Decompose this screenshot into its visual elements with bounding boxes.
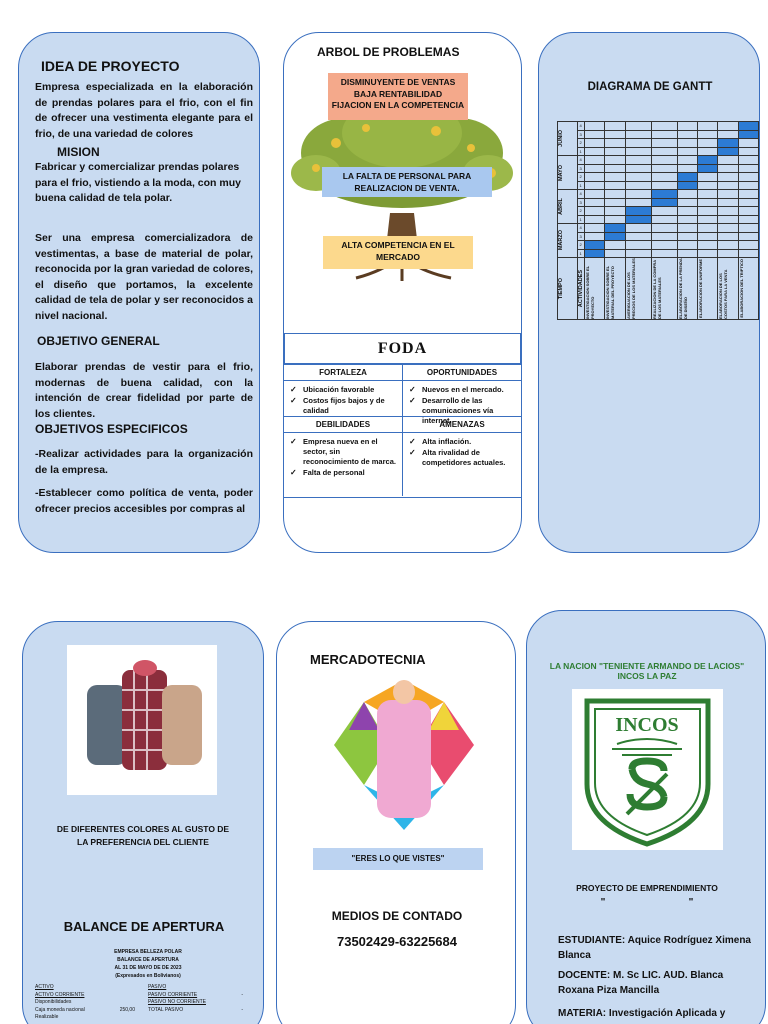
gantt-cell (698, 241, 718, 250)
gantt-activity-label (718, 258, 739, 320)
gantt-cell (625, 130, 651, 139)
gantt-week-tick: 4 (577, 156, 584, 165)
row-label: Disponibilidades (35, 999, 72, 1005)
gantt-cell (739, 147, 759, 156)
gantt-cell (698, 147, 718, 156)
problem-box (322, 167, 492, 197)
gantt-row (558, 249, 759, 258)
idea-title: IDEA DE PROYECTO (41, 58, 180, 74)
gantt-cell (625, 198, 651, 207)
gantt-bar-cell (718, 147, 739, 156)
gantt-cell (739, 215, 759, 224)
gantt-chart (557, 121, 759, 320)
foda-debilidades (284, 416, 402, 496)
balance-row (148, 984, 243, 992)
gantt-cell (677, 164, 697, 173)
gantt-cell (677, 147, 697, 156)
panel-idea-proyecto (18, 32, 260, 553)
gantt-bar-cell (718, 139, 739, 148)
slogan-box (313, 848, 483, 870)
mision-title: MISION (57, 145, 100, 159)
gantt-bar-cell (604, 232, 625, 241)
balance-right-column (148, 984, 243, 1014)
gantt-cell (677, 241, 697, 250)
gantt-week-tick: 4 (577, 224, 584, 233)
objetivo-general-text: Elaborar prendas de vestir para el frio, modernas de buena calidad, con la intención de crear fidelidad por parte de los clientes. (35, 361, 253, 420)
gantt-bar-cell (698, 164, 718, 173)
gantt-cell (718, 173, 739, 182)
gantt-row (558, 164, 759, 173)
gantt-cell (718, 249, 739, 258)
gantt-cell (698, 224, 718, 233)
gantt-activity-label (739, 258, 759, 320)
gantt-bar-cell (625, 207, 651, 216)
balance-row (148, 999, 243, 1007)
balance-left-column (35, 984, 135, 1022)
gantt-cell (677, 122, 697, 131)
image-caption: DE DIFERENTES COLORES AL GUSTO DE LA PREFERENCIA DEL CLIENTE (56, 824, 230, 847)
activity-text: ELABORACION DEL TRIPTICO (739, 259, 745, 318)
gantt-row (558, 224, 759, 233)
gantt-cell (604, 147, 625, 156)
gantt-bar-cell (677, 181, 697, 190)
gantt-cell (677, 207, 697, 216)
balance-row (148, 992, 243, 1000)
slogan-text: "ERES LO QUE VISTES" (351, 854, 445, 863)
gantt-row (558, 215, 759, 224)
gantt-row (558, 122, 759, 131)
effect-3: FIJACION EN LA COMPETENCIA (331, 100, 465, 110)
gantt-cell (651, 156, 677, 165)
gantt-cell (677, 232, 697, 241)
gantt-cell (625, 232, 651, 241)
gantt-cell (584, 181, 604, 190)
debilidades-list (284, 433, 402, 478)
gantt-month-label (558, 122, 578, 156)
gantt-week-tick: 4 (577, 190, 584, 199)
panel-gantt (538, 32, 760, 553)
gantt-cell (584, 232, 604, 241)
gantt-cell (718, 130, 739, 139)
gantt-cell (604, 139, 625, 148)
gantt-cell (698, 198, 718, 207)
gantt-cell (698, 215, 718, 224)
gantt-cell (625, 224, 651, 233)
gantt-week-tick: 1 (577, 249, 584, 258)
gantt-cell (584, 122, 604, 131)
gantt-cell (698, 181, 718, 190)
student-name: ESTUDIANTE: Aquice Rodríguez Ximena Blanca (558, 935, 751, 961)
gantt-cell (739, 241, 759, 250)
gantt-row (558, 147, 759, 156)
gantt-week-tick: 3 (577, 198, 584, 207)
gantt-label-row (558, 258, 759, 320)
gantt-cell (739, 249, 759, 258)
subject-name: MATERIA: Investigación Aplicada y (558, 1008, 726, 1019)
project-label: PROYECTO DE EMPRENDIMIENTO (576, 883, 718, 893)
gantt-cell (698, 249, 718, 258)
gantt-cell (677, 215, 697, 224)
gantt-week-tick: 1 (577, 147, 584, 156)
objetivo-especifico-2: -Establecer como política de venta, poder ofrecer precios accesibles por compras al (35, 487, 253, 515)
gantt-cell (739, 198, 759, 207)
gantt-bar-cell (604, 224, 625, 233)
gantt-cell (677, 249, 697, 258)
sheet-date: AL 31 DE MAYO DE DE 2023 (114, 965, 182, 971)
gantt-activity-label (584, 258, 604, 320)
activity-text: INVESTIGACION SOBRE EL MATERIAL DEL PROYECTO (604, 265, 615, 319)
row-label: PASIVO NO CORRIENTE (148, 999, 206, 1005)
activity-text: AVERIGUACION DE LOS PRECIOS DE LOS MATERIALES (625, 258, 636, 319)
gantt-activity-label (698, 258, 718, 320)
gantt-cell (584, 173, 604, 182)
gantt-cell (604, 164, 625, 173)
gantt-activity-label (677, 258, 697, 320)
gantt-week-tick: 1 (577, 215, 584, 224)
objetivo-general-title: OBJETIVO GENERAL (37, 334, 160, 348)
gantt-cell (677, 198, 697, 207)
gantt-cell (718, 198, 739, 207)
gantt-bar-cell (677, 173, 697, 182)
gantt-cell (651, 207, 677, 216)
gantt-cell (584, 164, 604, 173)
gantt-cell (584, 147, 604, 156)
gantt-bar-cell (584, 249, 604, 258)
panel-portada (526, 610, 766, 1024)
balance-row (35, 984, 135, 992)
month-text: JUNIO (558, 130, 564, 147)
gantt-week-tick: 2 (577, 139, 584, 148)
gantt-cell (625, 173, 651, 182)
gantt-week-tick: 2 (577, 241, 584, 250)
gantt-row (558, 156, 759, 165)
panel-balance (22, 621, 264, 1024)
row-label: ACTIVO (35, 984, 54, 990)
project-quote-marks: " " (600, 897, 694, 908)
gantt-cell (718, 224, 739, 233)
vision-text: Ser una empresa comercializadora de vestimentas, a base de material de polar, reconocida por la gran variedad de colores, el diseño que portamos, la excelente calidad de tela de polar y ser reconocidos a nivel nacional. (35, 232, 253, 322)
gantt-cell (604, 190, 625, 199)
gantt-cell (584, 130, 604, 139)
row-label: ACTIVO CORRIENTE (35, 991, 85, 998)
gantt-cell (698, 207, 718, 216)
gantt-cell (625, 139, 651, 148)
cause-box (323, 236, 473, 269)
gantt-grid (557, 121, 759, 320)
amenazas-list (403, 433, 521, 468)
gantt-cell (604, 181, 625, 190)
gantt-month-label (558, 190, 578, 224)
gantt-cell (739, 190, 759, 199)
gantt-cell (677, 139, 697, 148)
gantt-bar-cell (698, 156, 718, 165)
effects-box (328, 73, 468, 120)
objetivo-especifico-1: -Realizar actividades para la organización de la empresa. (35, 448, 253, 476)
panel-mercadotecnia (276, 621, 516, 1024)
gantt-cell (584, 190, 604, 199)
balance-sheet-header (83, 948, 213, 980)
gantt-cell (651, 164, 677, 173)
panel-arbol-foda (283, 32, 522, 553)
gantt-cell (718, 207, 739, 216)
balance-row (35, 992, 135, 1000)
gantt-cell (625, 156, 651, 165)
month-text: MAYO (558, 164, 564, 181)
gantt-cell (604, 156, 625, 165)
oportunidades-item: ✓ Desarrollo de las comunicaciones vía internet. (409, 396, 517, 426)
gantt-cell (739, 139, 759, 148)
gantt-bar-cell (739, 130, 759, 139)
gantt-row (558, 198, 759, 207)
amenazas-item: ✓ Alta inflación. (409, 437, 517, 447)
activity-text: ELABORACION DE UNIFORME (698, 259, 704, 318)
gantt-week-tick: 3 (577, 164, 584, 173)
gantt-cell (584, 156, 604, 165)
effect-2: BAJA RENTABILIDAD (353, 88, 443, 99)
gantt-cell (718, 122, 739, 131)
problem-text: LA FALTA DE PERSONAL PARA REALIZACION DE VENTA. (342, 171, 472, 193)
gantt-bar-cell (651, 190, 677, 199)
foda-title: FODA (284, 333, 521, 364)
actividades-label: ACTIVIDADES (577, 269, 584, 308)
gantt-cell (739, 232, 759, 241)
activity-text: ELABORACION DE LOS COSTOS PARA LA VENTA (718, 269, 729, 319)
sheet-title: BALANCE DE APERTURA (117, 957, 179, 963)
gantt-week-tick: 2 (577, 207, 584, 216)
gantt-row (558, 232, 759, 241)
gantt-cell (698, 139, 718, 148)
arbol-title: ARBOL DE PROBLEMAS (317, 45, 460, 59)
gantt-cell (677, 190, 697, 199)
gantt-cell (604, 207, 625, 216)
gantt-row (558, 173, 759, 182)
gantt-row (558, 207, 759, 216)
institution-name: LA NACION "TENIENTE ARMANDO DE LACIOS" INCOS LA PAZ (549, 661, 745, 681)
gantt-cell (651, 224, 677, 233)
balance-row (35, 1014, 135, 1022)
balance-row (35, 999, 135, 1007)
incos-shield-logo (572, 689, 723, 850)
oportunidades-title: OPORTUNIDADES (403, 364, 521, 381)
fortaleza-list (284, 381, 402, 416)
gantt-row (558, 181, 759, 190)
gantt-month-label (558, 224, 578, 258)
row-value: - (241, 1006, 243, 1013)
gantt-cell (718, 241, 739, 250)
gantt-row (558, 241, 759, 250)
gantt-cell (584, 198, 604, 207)
row-label: Realizable (35, 1014, 59, 1020)
gantt-axis-label (558, 258, 578, 320)
phone-numbers: 73502429-63225684 (336, 934, 457, 949)
activity-text: REALIZACION DE LA COMPRA DE LOS MATERIALES (651, 259, 662, 319)
gantt-cell (651, 215, 677, 224)
gantt-row (558, 139, 759, 148)
gantt-cell (604, 122, 625, 131)
gantt-bar-cell (651, 198, 677, 207)
gantt-cell (739, 224, 759, 233)
gantt-cell (651, 249, 677, 258)
gantt-cell (698, 130, 718, 139)
row-value: 250,00 (119, 1006, 135, 1013)
gantt-cell (604, 198, 625, 207)
row-label: TOTAL PASIVO (148, 1006, 184, 1013)
gantt-bar-cell (584, 241, 604, 250)
gantt-cell (584, 215, 604, 224)
fortaleza-item: ✓ Costos fijos bajos y de calidad (290, 396, 398, 416)
gantt-activity-label (651, 258, 677, 320)
oportunidades-item: ✓ Nuevos en el mercado. (409, 385, 517, 395)
gantt-cell (718, 164, 739, 173)
gantt-cell (651, 130, 677, 139)
row-label: PASIVO (148, 984, 167, 990)
sheet-company: EMPRESA BELLEZA POLAR (114, 949, 182, 955)
gantt-cell (584, 207, 604, 216)
gantt-bar-cell (625, 215, 651, 224)
gantt-cell (718, 232, 739, 241)
gantt-cell (604, 249, 625, 258)
gantt-week-tick: 3 (577, 232, 584, 241)
gantt-cell (584, 224, 604, 233)
foda-amenazas (402, 416, 521, 496)
gantt-cell (625, 181, 651, 190)
amenazas-item: ✓ Alta rivalidad de competidores actuales. (409, 448, 517, 468)
gantt-row (558, 130, 759, 139)
gantt-axis-label (577, 258, 584, 320)
gantt-cell (604, 173, 625, 182)
gantt-cell (698, 232, 718, 241)
gantt-cell (739, 207, 759, 216)
foda-bottom-line (284, 497, 521, 498)
gantt-cell (625, 241, 651, 250)
idea-text: Empresa especializada en la elaboración de prendas polares para el frio, con el fin de ofrecer una vestimenta elegante para el frio, de una variedad de colores (35, 81, 253, 140)
fortaleza-item: ✓ Ubicación favorable (290, 385, 398, 395)
gantt-cell (651, 139, 677, 148)
activity-text: INVESTIGACION SOBRE EL PROYECTO (584, 265, 595, 319)
cause-text: ALTA COMPETENCIA EN EL MERCADO (341, 240, 455, 262)
mision-text: Fabricar y comercializar prendas polares para el frio, vistiendo a la moda, con muy buena calidad de tela polar. (35, 161, 241, 204)
gantt-cell (677, 224, 697, 233)
balance-title: BALANCE DE APERTURA (63, 919, 225, 934)
gantt-cell (625, 164, 651, 173)
gantt-cell (677, 156, 697, 165)
gantt-cell (651, 173, 677, 182)
gantt-row (558, 190, 759, 199)
gantt-cell (604, 241, 625, 250)
gantt-cell (698, 173, 718, 182)
gantt-cell (677, 130, 697, 139)
gantt-title: DIAGRAMA DE GANTT (587, 81, 713, 93)
gantt-week-tick: 4 (577, 122, 584, 131)
gantt-cell (625, 190, 651, 199)
gantt-cell (718, 190, 739, 199)
gantt-cell (651, 232, 677, 241)
product-photo (67, 645, 217, 795)
debilidades-item: ✓ Falta de personal (290, 468, 398, 478)
gantt-cell (604, 130, 625, 139)
gantt-activity-label (625, 258, 651, 320)
tiempo-label: TIEMPO (558, 277, 564, 300)
debilidades-item: ✓ Empresa nueva en el sector, sin reconocimiento de marca. (290, 437, 398, 467)
month-text: MARZO (558, 230, 564, 251)
medios-title: MEDIOS DE CONTADO (331, 909, 463, 923)
row-label: Caja moneda nacional (35, 1006, 85, 1013)
gantt-cell (651, 122, 677, 131)
gantt-cell (651, 241, 677, 250)
logo-frame (572, 689, 723, 850)
effect-1: DISMINUYENTE DE VENTAS (340, 77, 456, 87)
teacher-name: DOCENTE: M. Sc LIC. AUD. Blanca Roxana Piza Mancilla (558, 970, 724, 996)
gantt-cell (739, 156, 759, 165)
gantt-cell (718, 181, 739, 190)
gantt-cell (739, 181, 759, 190)
debilidades-title: DEBILIDADES (284, 416, 402, 433)
gantt-bar-cell (739, 122, 759, 131)
row-label: PASIVO CORRIENTE (148, 991, 198, 998)
amenazas-title: AMENAZAS (403, 416, 521, 433)
activity-text: ELABORACION DE LA PRENDA DE DISEÑO (677, 258, 688, 319)
balance-row (148, 1007, 243, 1015)
gantt-cell (739, 173, 759, 182)
gantt-cell (651, 147, 677, 156)
gantt-cell (739, 164, 759, 173)
gantt-cell (718, 156, 739, 165)
month-text: ABRIL (558, 198, 564, 215)
gantt-cell (604, 215, 625, 224)
gantt-activity-label (604, 258, 625, 320)
gantt-cell (625, 122, 651, 131)
balance-row (35, 1007, 135, 1015)
gantt-cell (584, 139, 604, 148)
gantt-cell (625, 249, 651, 258)
mercadotecnia-title: MERCADOTECNIA (310, 652, 426, 667)
hexagon-graphic (329, 670, 479, 845)
gantt-cell (625, 147, 651, 156)
gantt-cell (718, 215, 739, 224)
fortaleza-title: FORTALEZA (284, 364, 402, 381)
gantt-month-label (558, 156, 578, 190)
gantt-week-tick: 3 (577, 130, 584, 139)
gantt-cell (698, 122, 718, 131)
gantt-cell (698, 190, 718, 199)
logo-text: INCOS (615, 714, 679, 736)
sheet-unit: (Expresados en Bolivianos) (115, 973, 181, 979)
objetivos-especificos-title: OBJETIVOS ESPECIFICOS (35, 422, 188, 436)
gantt-week-tick: 2 (577, 173, 584, 182)
gantt-week-tick: 1 (577, 181, 584, 190)
gantt-cell (651, 181, 677, 190)
row-value: - (241, 991, 243, 998)
